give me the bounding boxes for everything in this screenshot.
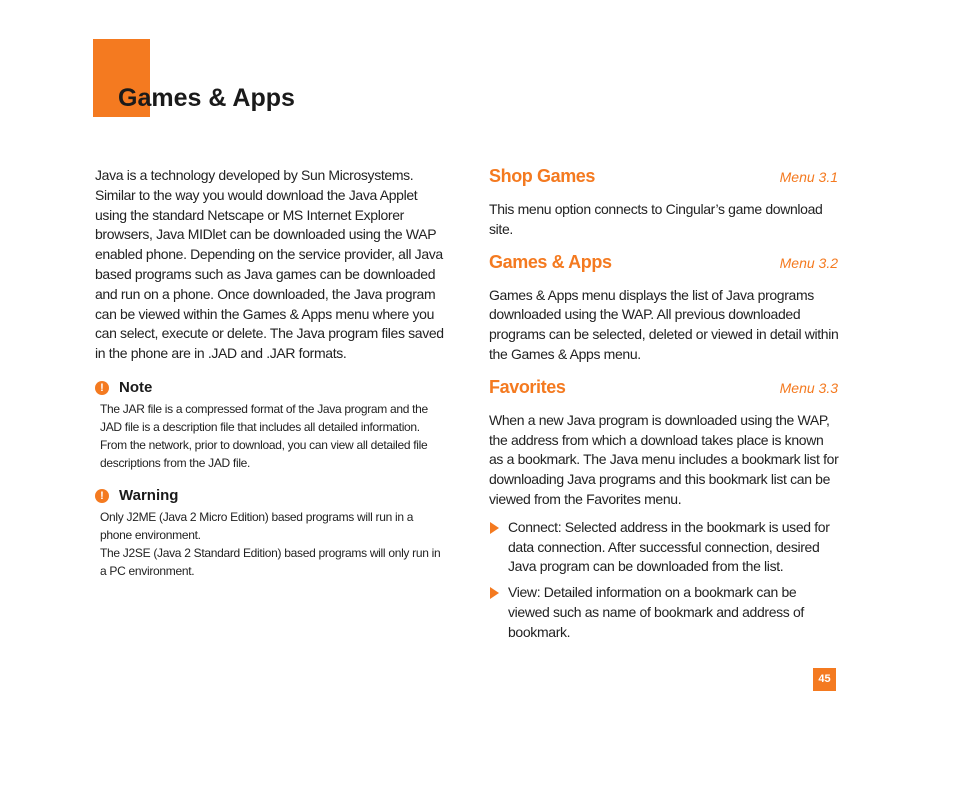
note-callout: [95, 378, 445, 472]
bullet-text: View: Detailed information on a bookmark can be viewed such as name of bookmark and address of bookmark.: [508, 584, 804, 640]
menu-number: Menu 3.2: [779, 254, 838, 271]
alert-icon: !: [95, 489, 109, 503]
intro-paragraph: Java is a technology developed by Sun Microsystems. Similar to the way you would download the Java Applet using the standard Netscape or MS Internet Explorer browsers, Java MIDlet can be downloaded using the WAP enabled phone. Depending on the service provider, all Java based programs such as Java games can be downloaded and run on a phone. Once downloaded, the Java program can be viewed within the Games & Apps menu where you can select, execute or delete. The Java program files saved in the phone are in .JAD and .JAR formats.: [95, 167, 444, 362]
note-title: Note: [119, 379, 153, 397]
section-header: [489, 377, 841, 403]
bullet-text: Connect: Selected address in the bookmark is used for data connection. After successful connection, desired Java program can be downloaded from the list.: [508, 518, 830, 575]
section-header: [489, 252, 841, 278]
warning-body: [100, 508, 445, 580]
section-text: When a new Java program is downloaded using the WAP, the address from which a download takes place is known as a bookmark. The Java menu includes a bookmark list for downloading Java programs and this bookmark list can be viewed from the Favorites menu.: [489, 411, 839, 507]
menu-number: Menu 3.3: [779, 379, 838, 396]
menu-number: Menu 3.1: [779, 169, 838, 185]
bullet-list: [489, 518, 841, 643]
section-title: Games & Apps: [489, 251, 612, 272]
note-text: The JAR file is a compressed format of the Java program and the JAD file is a description file that includes all detailed information. From the network, prior to download, you can view all detailed file descriptions from the JAD file.: [100, 401, 428, 470]
warning-title: Warning: [119, 487, 179, 505]
section-shop-games: [489, 166, 841, 240]
section-games-apps: [489, 252, 841, 365]
note-body: [100, 400, 445, 472]
triangle-bullet-icon: [490, 522, 499, 534]
section-favorites: [489, 377, 841, 643]
warning-text-2: The J2SE (Java 2 Standard Edition) based programs will only run in a PC environment.: [100, 545, 441, 578]
section-header: [489, 166, 841, 192]
section-title: Favorites: [489, 376, 566, 397]
section-title: Shop Games: [489, 166, 596, 186]
warning-text-1: Only J2ME (Java 2 Micro Edition) based programs will run in a phone environment.: [100, 509, 414, 542]
note-header: [95, 378, 445, 398]
left-column: [95, 166, 445, 580]
warning-header: [95, 486, 445, 506]
warning-callout: [95, 486, 445, 580]
right-column: [489, 166, 841, 655]
triangle-bullet-icon: [490, 587, 499, 599]
section-text: Games & Apps menu displays the list of Java programs downloaded using the WAP. All previous downloaded programs can be selected, deleted or viewed in detail within the Games & Apps menu.: [489, 286, 839, 362]
list-item: [489, 583, 841, 642]
alert-icon: !: [95, 381, 109, 395]
page-number: 45: [813, 668, 836, 691]
list-item: [489, 518, 841, 577]
section-text: This menu option connects to Cingular’s game download site.: [489, 201, 823, 237]
page-title: Games & Apps: [118, 84, 295, 112]
